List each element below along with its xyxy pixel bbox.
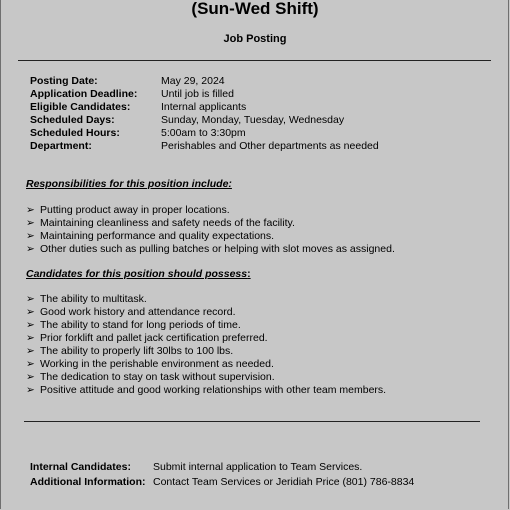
detail-row <box>30 75 379 88</box>
list-item: ➢ Positive attitude and good working relationships with other team members. <box>26 384 387 396</box>
arrow-bullet-icon: ➢ <box>26 306 35 318</box>
detail-value: Perishables and Other departments as needed <box>161 140 379 152</box>
page-subtitle: Job Posting <box>223 33 287 45</box>
list-item: ➢ Maintaining cleanliness and safety needs of the facility. <box>26 217 295 229</box>
detail-value: Internal applicants <box>161 101 247 113</box>
detail-label: Eligible Candidates: <box>30 101 131 113</box>
divider-top <box>18 60 491 61</box>
detail-value: May 29, 2024 <box>161 75 225 87</box>
detail-label: Scheduled Hours: <box>30 127 120 139</box>
detail-row <box>30 88 379 101</box>
arrow-bullet-icon: ➢ <box>26 371 35 383</box>
detail-row <box>30 101 379 114</box>
arrow-bullet-icon: ➢ <box>26 384 35 396</box>
list-item: ➢ Good work history and attendance record. <box>26 306 236 318</box>
job-details <box>30 75 379 153</box>
arrow-bullet-icon: ➢ <box>26 293 35 305</box>
detail-label: Posting Date: <box>30 75 98 87</box>
arrow-bullet-icon: ➢ <box>26 230 35 242</box>
detail-value: Sunday, Monday, Tuesday, Wednesday <box>161 114 345 126</box>
list-item: ➢ The ability to stand for long periods of time. <box>26 319 241 331</box>
list-item: ➢ The dedication to stay on task without supervision. <box>26 371 275 383</box>
footer-label: Additional Information: <box>30 476 146 488</box>
detail-row <box>30 127 379 140</box>
detail-value: Until job is filled <box>161 88 234 100</box>
footer-label: Internal Candidates: <box>30 461 131 473</box>
list-item: ➢ Prior forklift and pallet jack certification preferred. <box>26 332 268 344</box>
list-item: ➢ The ability to properly lift 30lbs to 100 lbs. <box>26 345 234 357</box>
footer-value: Submit internal application to Team Services. <box>153 461 363 473</box>
arrow-bullet-icon: ➢ <box>26 217 35 229</box>
list-item: ➢ Maintaining performance and quality expectations. <box>26 230 275 242</box>
detail-row <box>30 114 379 127</box>
arrow-bullet-icon: ➢ <box>26 358 35 370</box>
detail-label: Scheduled Days: <box>30 114 115 126</box>
footer-row <box>30 461 414 474</box>
detail-label: Department: <box>30 140 92 152</box>
page-title: (Sun-Wed Shift) <box>191 0 319 18</box>
list-item: ➢ The ability to multitask. <box>26 293 147 305</box>
divider-bottom <box>24 421 480 422</box>
list-item: ➢ Working in the perishable environment as needed. <box>26 358 274 370</box>
arrow-bullet-icon: ➢ <box>26 332 35 344</box>
qualifications-heading: Candidates for this position should possess: <box>26 268 251 280</box>
footer-row <box>30 476 414 489</box>
responsibilities-heading: Responsibilities for this position include: <box>26 178 232 190</box>
arrow-bullet-icon: ➢ <box>26 243 35 255</box>
arrow-bullet-icon: ➢ <box>26 319 35 331</box>
detail-value: 5:00am to 3:30pm <box>161 127 246 139</box>
detail-row <box>30 140 379 153</box>
list-item: ➢ Putting product away in proper locations. <box>26 204 230 216</box>
qualifications-list <box>26 293 386 397</box>
arrow-bullet-icon: ➢ <box>26 204 35 216</box>
footer-value: Contact Team Services or Jeridiah Price (801) 786-8834 <box>153 476 415 488</box>
responsibilities-list <box>26 204 395 256</box>
footer-info <box>30 461 414 491</box>
arrow-bullet-icon: ➢ <box>26 345 35 357</box>
list-item: ➢ Other duties such as pulling batches or helping with slot moves as assigned. <box>26 243 395 255</box>
detail-label: Application Deadline: <box>30 88 138 100</box>
